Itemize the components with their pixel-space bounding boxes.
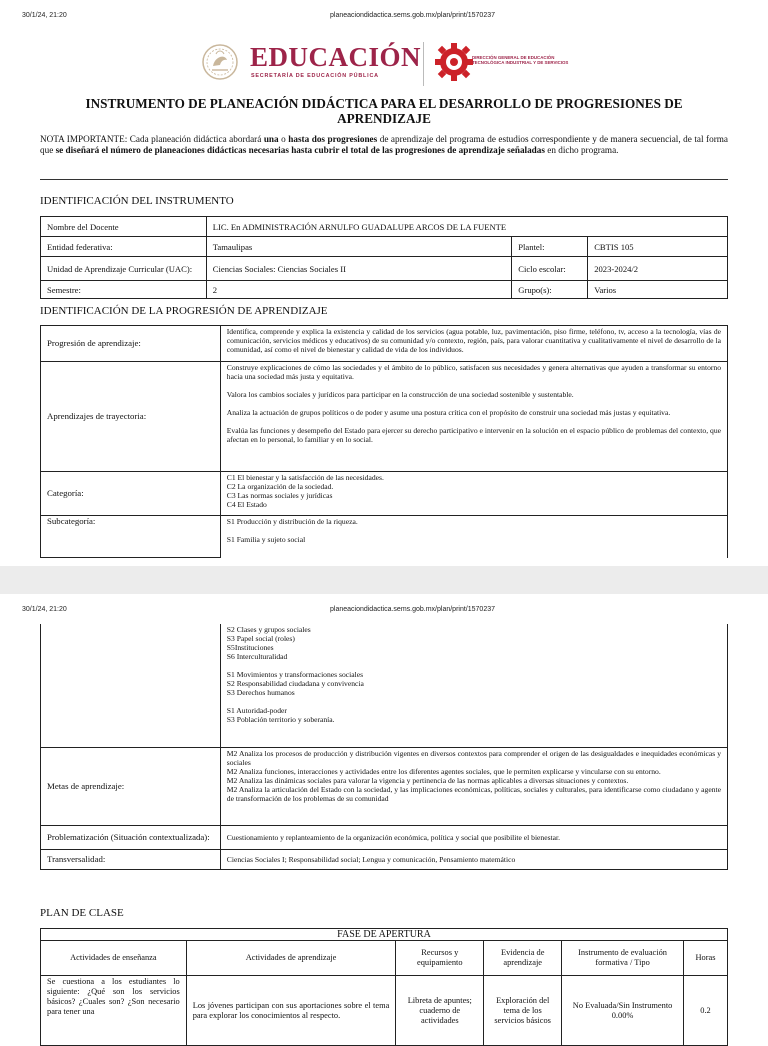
- grupo-value: Varios: [588, 281, 728, 299]
- col-ensenanza: Actividades de enseñanza: [41, 941, 187, 976]
- subcategoria-value-continued: [220, 624, 727, 747]
- categoria-item: C2 La organización de la sociedad.: [226, 482, 334, 491]
- transversalidad-label: Transversalidad:: [41, 849, 221, 869]
- docente-label: Nombre del Docente: [41, 217, 207, 237]
- fase-apertura: FASE DE APERTURA: [41, 929, 728, 941]
- subcategoria-item: S1 Producción y distribución de la riqueza.: [226, 517, 358, 526]
- plantel-value: CBTIS 105: [588, 237, 728, 257]
- transversalidad-value: Ciencias Sociales I; Responsabilidad social; Lengua y comunicación, Pensamiento matemático: [220, 849, 727, 869]
- note-text: Cada planeación didáctica abordará: [127, 134, 264, 144]
- plan-table: [40, 928, 728, 1046]
- plantel-label: Plantel:: [512, 237, 588, 257]
- dgeti-logo: [434, 42, 594, 86]
- problematizacion-label: Problematización (Situación contextualizada):: [41, 825, 221, 849]
- subcategoria-item: S3 Población territorio y soberanía.: [226, 715, 335, 724]
- logo-subtitle: SECRETARÍA DE EDUCACIÓN PÚBLICA: [251, 73, 379, 79]
- meta-item: M2 Analiza los procesos de producción y distribución vigentes en diversos contextos para comprender el origen de las desigualdades e inequidades económicas y sociales: [226, 748, 721, 767]
- uac-label: Unidad de Aprendizaje Curricular (UAC):: [41, 257, 207, 281]
- note-bold: hasta dos progresiones: [288, 134, 378, 144]
- categoria-value: [220, 472, 727, 516]
- logo-divider: [423, 42, 424, 86]
- evidencia-cell: Exploración del tema de los servicios básicos: [484, 976, 562, 1046]
- note-label: NOTA IMPORTANTE:: [40, 134, 128, 144]
- subcategoria-item: S6 Interculturalidad: [226, 652, 288, 661]
- col-evidencia: Evidencia de aprendizaje: [484, 941, 562, 976]
- table-row: [41, 929, 728, 941]
- categoria-item: C1 El bienestar y la satisfacción de las necesidades.: [226, 473, 384, 482]
- gear-icon: [434, 42, 474, 82]
- table-row: [41, 472, 728, 516]
- trayectoria-value: [220, 362, 727, 472]
- meta-item: M2 Analiza funciones, interacciones y actividades entre los diferentes agentes sociales, que le permiten explicarse y vincularse con su entorno.: [226, 766, 661, 776]
- subcategoria-item: S3 Derechos humanos: [226, 688, 295, 697]
- ensenanza-cell: Se cuestiona a los estudiantes lo siguiente: ¿Qué son los servicios básicos? ¿Cuales son? ¿Son necesario para tener una: [41, 976, 187, 1046]
- subcategoria-label: Subcategoría:: [41, 516, 221, 558]
- section-divider: [40, 179, 728, 180]
- col-instrumento: Instrumento de evaluación formativa / Tipo: [562, 941, 684, 976]
- col-horas: Horas: [683, 941, 727, 976]
- table-row: [41, 825, 728, 849]
- table-row: [41, 326, 728, 362]
- table-row: [41, 941, 728, 976]
- categoria-item: C3 Las normas sociales y jurídicas: [226, 491, 333, 500]
- ident-table: [40, 216, 728, 299]
- subcategoria-item: S2 Clases y grupos sociales: [226, 625, 311, 634]
- entidad-label: Entidad federativa:: [41, 237, 207, 257]
- aprendizaje-cell: Los jóvenes participan con sus aportaciones sobre el tema para explorar los conocimientos al respecto.: [186, 976, 396, 1046]
- note-bold: se diseñará el número de planeaciones didácticas necesarias hasta cubrir el total de las progresiones de aprendizaje señaladas: [55, 145, 545, 155]
- meta-item: M2 Analiza las dinámicas sociales para valorar la vigencia y pertinencia de las normas aplicables a diversas situaciones y contextos.: [226, 775, 629, 785]
- entidad-value: Tamaulipas: [206, 237, 511, 257]
- trayectoria-item: Evalúa las funciones y desempeño del Estado para ejercer su derecho participativo e intervenir en la solución en el espacio público de problemas del contexto, que afectan en lo personal, lo familiar y en lo social.: [226, 426, 721, 444]
- page-separator: [0, 566, 768, 594]
- progresion-table-continued: [40, 624, 728, 870]
- note-bold: una: [263, 134, 279, 144]
- table-row: [41, 257, 728, 281]
- semestre-value: 2: [206, 281, 511, 299]
- plan-heading: PLAN DE CLASE: [40, 907, 124, 919]
- progresion-heading: IDENTIFICACIÓN DE LA PROGRESIÓN DE APRENDIZAJE: [40, 305, 328, 317]
- table-row: [41, 624, 728, 747]
- trayectoria-item: Valora los cambios sociales y jurídicos para participar en la construcción de una sociedad sostenible y sustentable.: [226, 390, 574, 399]
- categoria-item: C4 El Estado: [226, 500, 267, 509]
- subcategoria-item: S5Instituciones: [226, 643, 274, 652]
- progresion-label: Progresión de aprendizaje:: [41, 326, 221, 362]
- semestre-label: Semestre:: [41, 281, 207, 299]
- national-emblem-icon: [200, 40, 240, 84]
- table-row: [41, 849, 728, 869]
- print-url-p2: planeaciondidactica.sems.gob.mx/plan/print/1570237: [330, 606, 495, 613]
- uac-value: Ciencias Sociales: Ciencias Sociales II: [206, 257, 511, 281]
- metas-label: Metas de aprendizaje:: [41, 747, 221, 825]
- table-row: [41, 516, 728, 558]
- meta-item: M2 Analiza la articulación del Estado con la sociedad, y las implicaciones económicas, políticas, sociales y culturales, para identificarse como ciudadano y agente de transformación de los problemas de su comunidad: [226, 784, 721, 803]
- print-url: planeaciondidactica.sems.gob.mx/plan/print/1570237: [330, 12, 495, 19]
- subcategoria-item: S2 Responsabilidad ciudadana y convivencia: [226, 679, 364, 688]
- ciclo-value: 2023-2024/2: [588, 257, 728, 281]
- note-text: en dicho programa.: [544, 145, 619, 155]
- subcategoria-item: S3 Papel social (roles): [226, 634, 295, 643]
- trayectoria-item: Analiza la actuación de grupos políticos o de poder y asume una postura crítica con el propósito de construir una sociedad más justas y equitativa.: [226, 408, 671, 417]
- table-row: [41, 217, 728, 237]
- horas-cell: 0.2: [683, 976, 727, 1046]
- subcategoria-item: S1 Familia y sujeto social: [226, 535, 306, 544]
- problematizacion-value: Cuestionamiento y replanteamiento de la organización económica, política y social que posibilite el bienestar.: [220, 825, 727, 849]
- metas-value: [220, 747, 727, 825]
- ident-heading: IDENTIFICACIÓN DEL INSTRUMENTO: [40, 195, 234, 207]
- docente-value: LIC. En ADMINISTRACIÓN ARNULFO GUADALUPE ARCOS DE LA FUENTE: [206, 217, 727, 237]
- categoria-label: Categoría:: [41, 472, 221, 516]
- table-row: [41, 747, 728, 825]
- trayectoria-label: Aprendizajes de trayectoria:: [41, 362, 221, 472]
- print-datetime: 30/1/24, 21:20: [22, 12, 67, 19]
- table-row: [41, 237, 728, 257]
- note-text: o: [278, 134, 289, 144]
- dgeti-text: DIRECCIÓN GENERAL DE EDUCACIÓN TECNOLÓGICA INDUSTRIAL Y DE SERVICIOS: [472, 55, 569, 66]
- document-title: INSTRUMENTO DE PLANEACIÓN DIDÁCTICA PARA EL DESARROLLO DE PROGRESIONES DE APRENDIZAJE: [85, 96, 683, 126]
- note-text: de aprendizaje del programa de estudios correspondiente y de manera secuencial, de tal forma que: [40, 134, 728, 155]
- trayectoria-item: Construye explicaciones de cómo las sociedades y el ámbito de lo público, satisfacen sus necesidades y genera alternativas que ayuden a transformar su entorno hacia una sociedad más justa y equitativa.: [226, 363, 721, 381]
- table-row: [41, 362, 728, 472]
- col-aprendizaje: Actividades de aprendizaje: [186, 941, 396, 976]
- ciclo-label: Ciclo escolar:: [512, 257, 588, 281]
- table-row: [41, 976, 728, 1046]
- print-datetime-p2: 30/1/24, 21:20: [22, 606, 67, 613]
- logo-word: EDUCACIÓN: [250, 42, 422, 72]
- grupo-label: Grupo(s):: [512, 281, 588, 299]
- table-row: [41, 281, 728, 299]
- subcategoria-value: [220, 516, 727, 558]
- important-note: [40, 134, 728, 156]
- col-recursos: Recursos y equipamiento: [396, 941, 484, 976]
- progresion-value: Identifica, comprende y explica la existencia y calidad de los servicios (agua potable, luz, pavimentación, piso firme, teléfono, tv, acceso a la tecnología, vías de comunicación, servicios médicos y educativos) de su comunidad y/o contexto, región, país, para valorar cuantitativa y cualitativamente el nivel de desarrollo de la comunidad, así como el nivel de bienestar y calidad de vida de los individuos.: [220, 326, 727, 362]
- progresion-table: [40, 325, 728, 558]
- recursos-cell: Libreta de apuntes; cuaderno de actividades: [396, 976, 484, 1046]
- sep-logo: [200, 40, 422, 88]
- subcategoria-item: S1 Movimientos y transformaciones sociales: [226, 670, 364, 679]
- instrumento-cell: No Evaluada/Sin Instrumento 0.00%: [562, 976, 684, 1046]
- subcategoria-item: S1 Autoridad-poder: [226, 706, 287, 715]
